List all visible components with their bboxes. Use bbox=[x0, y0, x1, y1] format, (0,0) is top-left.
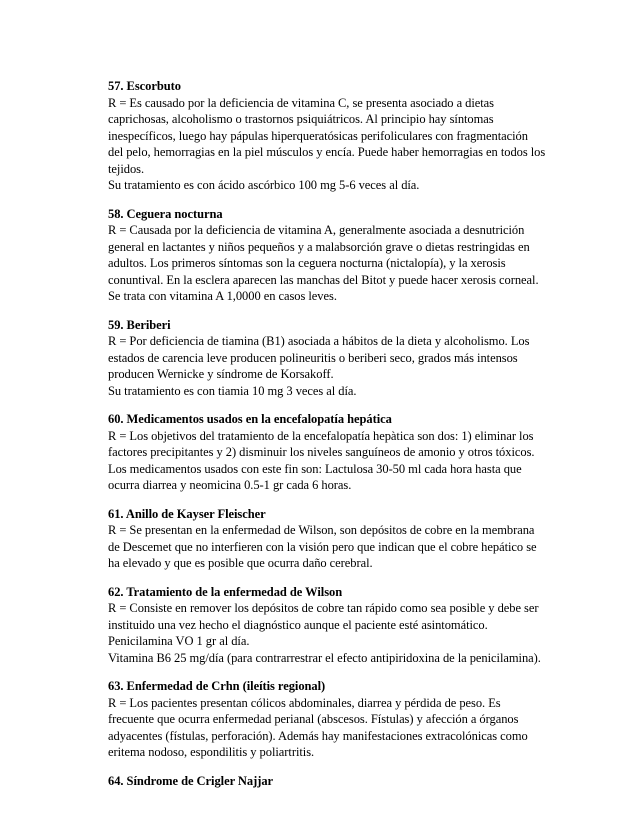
entry-line: conuntival. En la esclera aparecen las manchas del Bitot y puede hacer xerosis corneal. bbox=[108, 272, 539, 287]
document-page bbox=[108, 78, 553, 801]
entry-line: del pelo, hemorragias en la piel músculos y encía. Puede haber hemorragias en todos los bbox=[108, 145, 546, 159]
entry-title: 57. Escorbuto bbox=[108, 79, 181, 93]
entry-title: 60. Medicamentos usados en la encefalopatía hepática bbox=[108, 412, 392, 426]
entry-line: instituido una vez hecho el diagnóstico aunque el paciente esté asintomático. bbox=[108, 617, 488, 632]
entry-title: 58. Ceguera nocturna bbox=[108, 206, 223, 221]
entry-line: adultos. Los primeros síntomas son la ceguera nocturna (nictalopía), y la xerosis bbox=[108, 256, 506, 270]
entry-line: Su tratamiento es con ácido ascórbico 100 mg 5-6 veces al día. bbox=[108, 178, 420, 192]
entry-line: frecuente que ocurra enfermedad perianal (abscesos. Fístulas) y afección a órganos bbox=[108, 712, 519, 726]
entry-line: ha elevado y que es posible que ocurra daño cerebral. bbox=[108, 556, 373, 570]
entry-62 bbox=[108, 584, 553, 667]
entry-line: eritema nodoso, espondilitis y poliartritis. bbox=[108, 745, 315, 759]
entry-title: 64. Síndrome de Crigler Najjar bbox=[108, 773, 274, 788]
entry-57 bbox=[108, 78, 553, 194]
entry-line: Los medicamentos usados con este fin son: Lactulosa 30-50 ml cada hora hasta que bbox=[108, 461, 522, 476]
entry-58 bbox=[108, 206, 553, 305]
entry-line: caprichosas, alcoholismo o trastornos psiquiátricos. Al principio hay síntomas bbox=[108, 112, 494, 126]
entry-line: producen Wernicke y síndrome de Korsakoff. bbox=[108, 367, 334, 381]
entry-line: adyacentes (fístulas, perforación). Además hay manifestaciones extracolónicas como bbox=[108, 728, 528, 743]
entry-line: general en lactantes y niños pequeños y a malabsorción grave o dietas restringidas en bbox=[108, 239, 530, 254]
entry-line: R = Consiste en remover los depósitos de cobre tan rápido como sea posible y debe ser bbox=[108, 601, 539, 615]
entry-59 bbox=[108, 317, 553, 400]
entry-line: estados de carencia leve producen polineuritis o beriberi seco, grados más intensos bbox=[108, 350, 518, 365]
entry-63 bbox=[108, 678, 553, 761]
entry-title: 63. Enfermedad de Crhn (ileítis regional) bbox=[108, 679, 326, 693]
entry-title: 59. Beriberi bbox=[108, 317, 171, 332]
entry-line: R = Es causado por la deficiencia de vitamina C, se presenta asociado a dietas bbox=[108, 95, 494, 110]
entry-line: tejidos. bbox=[108, 161, 145, 176]
entry-line: R = Los objetivos del tratamiento de la encefalopatía hepàtica son dos: 1) eliminar los bbox=[108, 428, 534, 443]
entry-title: 61. Anillo de Kayser Fleischer bbox=[108, 506, 266, 521]
entry-line: Se trata con vitamina A 1,0000 en casos leves. bbox=[108, 289, 337, 303]
entry-line: factores precipitantes y 2) disminuir los niveles sanguíneos de amonio y otros tóxicos. bbox=[108, 445, 535, 459]
entry-line: inespecíficos, luego hay pápulas hiperqueratósicas perifoliculares con fragmentación bbox=[108, 128, 528, 143]
entry-line: R = Por deficiencia de tiamina (B1) asociada a hábitos de la dieta y alcoholismo. Los bbox=[108, 334, 530, 348]
entry-line: ocurra diarrea y neomicina 0.5-1 gr cada 6 horas. bbox=[108, 478, 352, 492]
entry-line: R = Causada por la deficiencia de vitamina A, generalmente asociada a desnutrición bbox=[108, 223, 525, 237]
entry-61 bbox=[108, 506, 553, 572]
entry-line: Penicilamina VO 1 gr al día. bbox=[108, 634, 250, 648]
entry-line: Su tratamiento es con tiamia 10 mg 3 veces al día. bbox=[108, 383, 357, 398]
entry-line: R = Se presentan en la enfermedad de Wilson, son depósitos de cobre en la membrana bbox=[108, 523, 535, 537]
entry-line: de Descemet que no interfieren con la visión pero que indican que el cobre hepático se bbox=[108, 539, 537, 554]
entry-line: Vitamina B6 25 mg/día (para contrarrestrar el efecto antipiridoxina de la penicilamina). bbox=[108, 650, 541, 665]
entry-line: R = Los pacientes presentan cólicos abdominales, diarrea y pérdida de peso. Es bbox=[108, 695, 501, 710]
entry-64 bbox=[108, 773, 553, 790]
entry-60 bbox=[108, 411, 553, 494]
entry-title: 62. Tratamiento de la enfermedad de Wilson bbox=[108, 584, 343, 599]
